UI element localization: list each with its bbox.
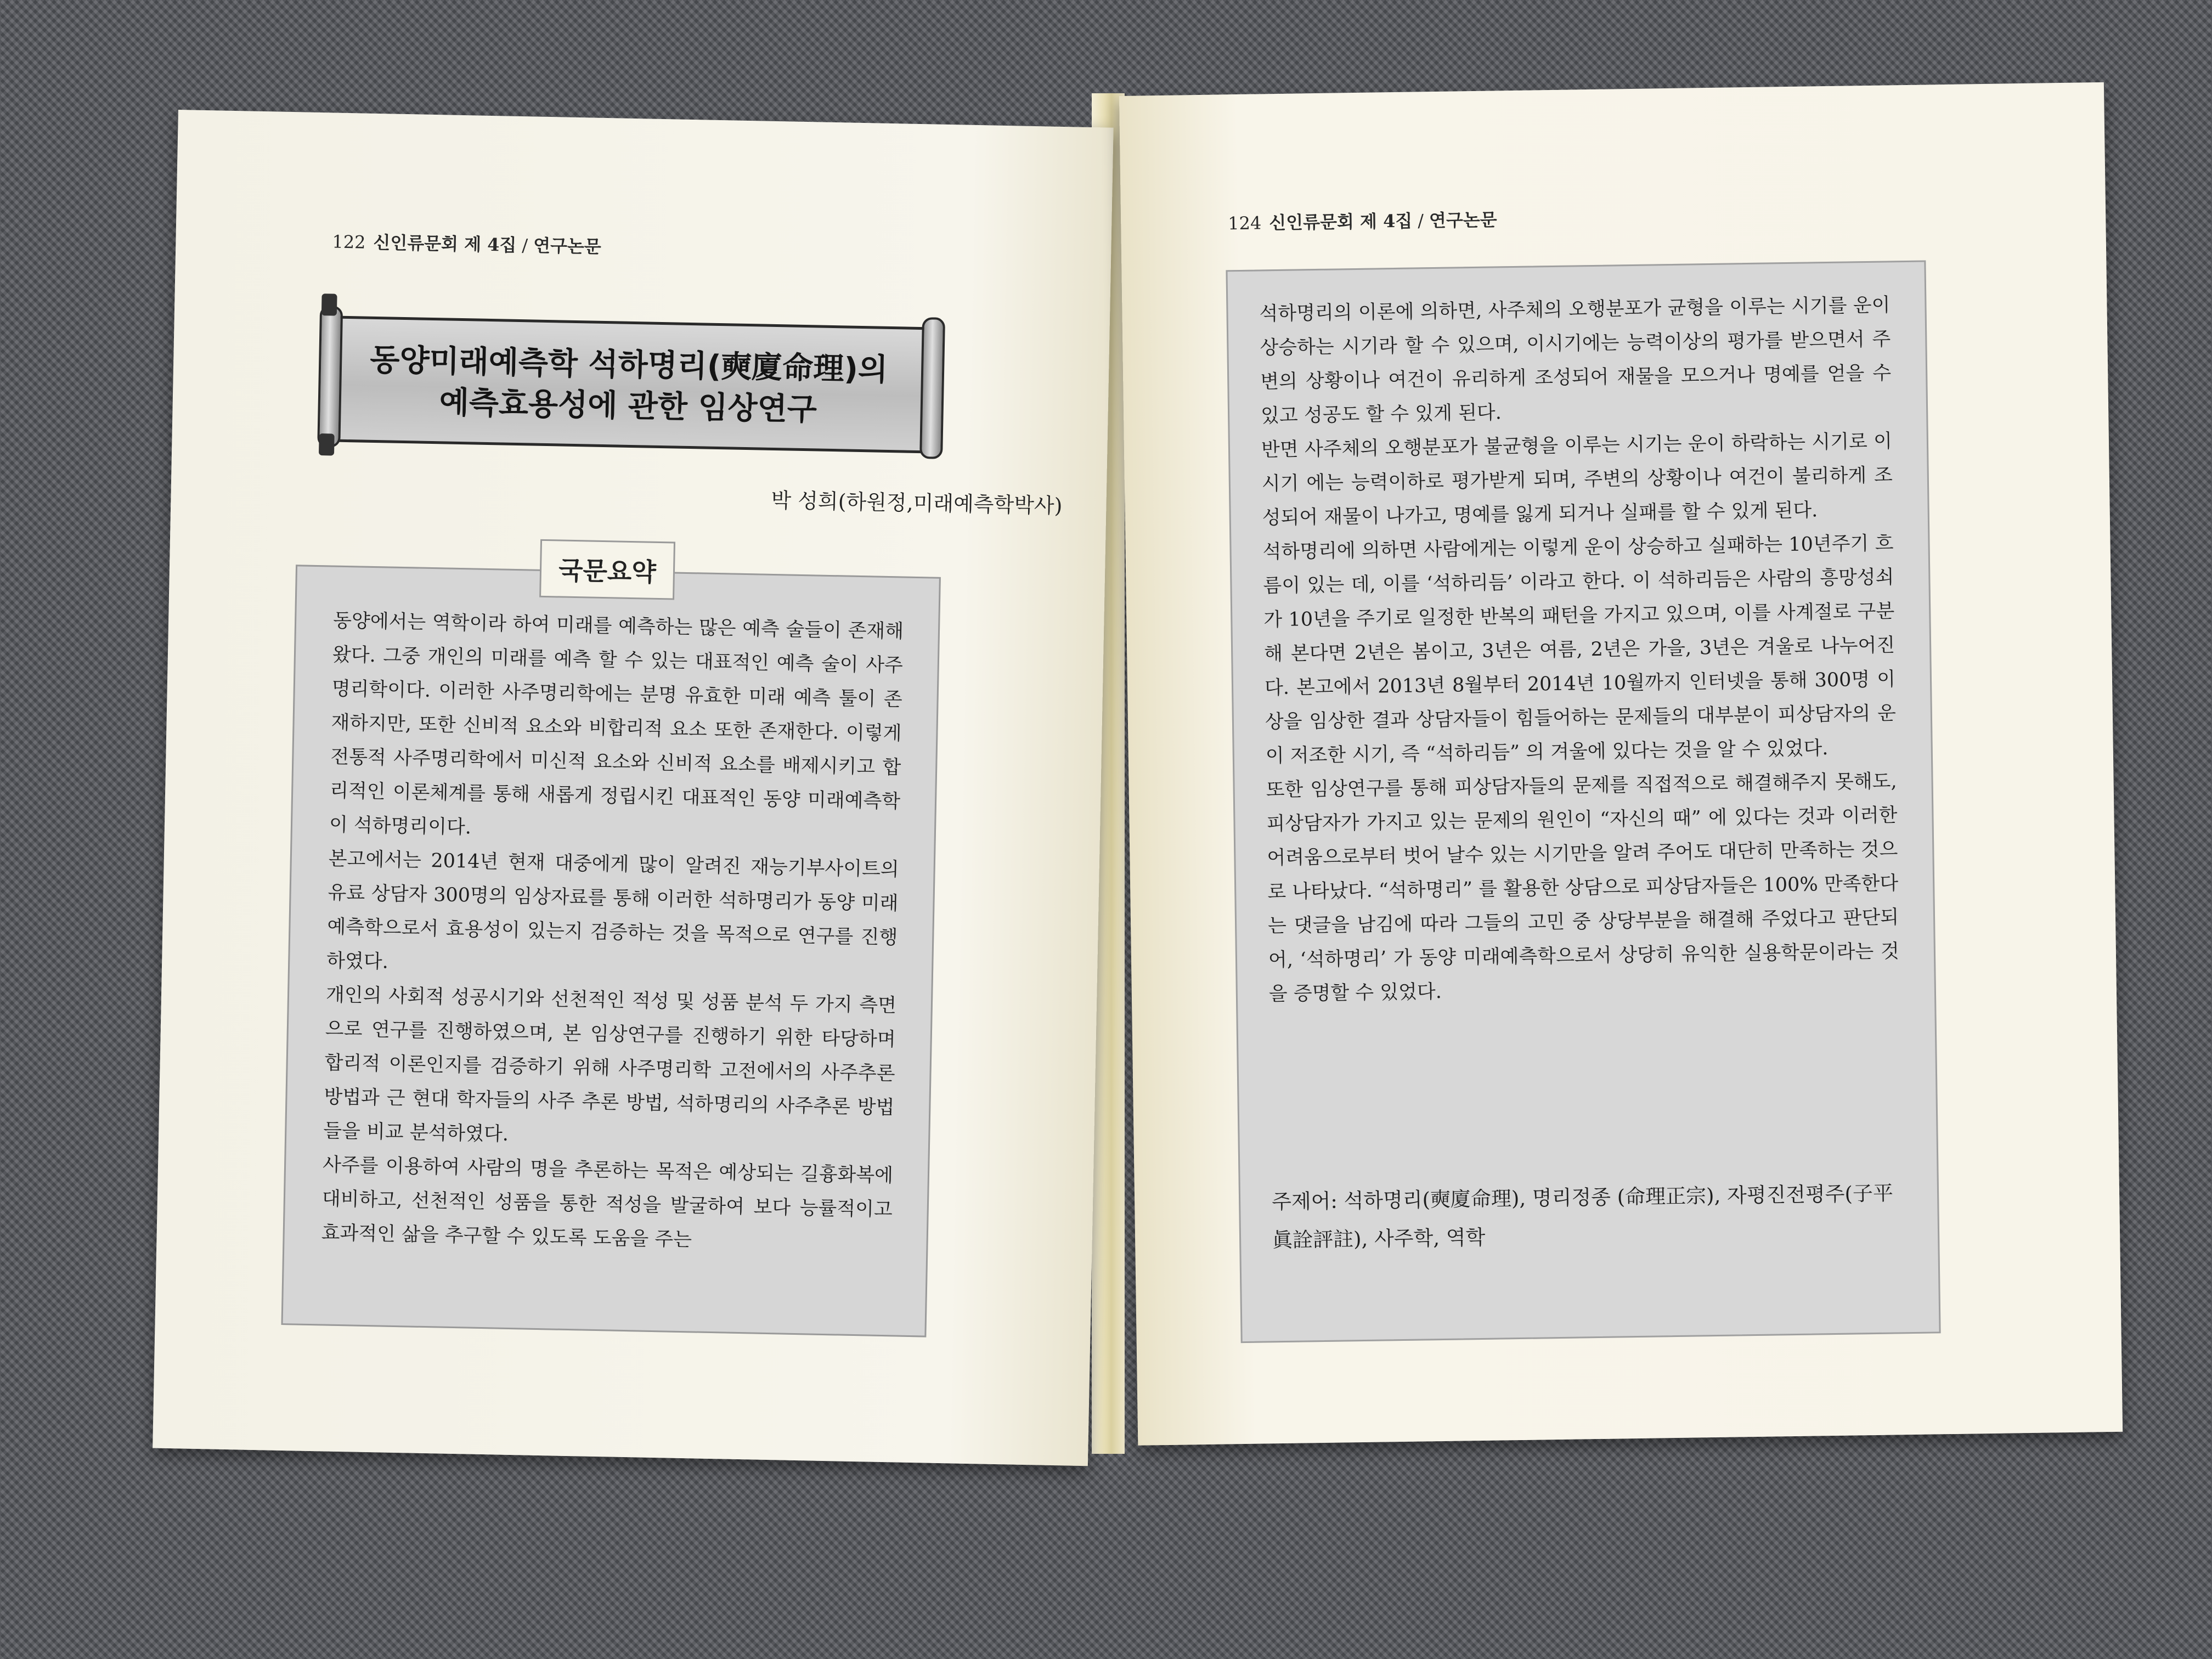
abstract-paragraph: 반면 사주체의 오행분포가 불균형을 이루는 시기는 운이 하락하는 시기로 이시기 에는 능력이하로 평가받게 되며, 주변의 상황이나 여건이 불리하게 조성되어 재물이 나가고, 명예를 잃게 되거나 실패를 할 수 있게 된다.: [1261, 430, 1893, 529]
left-section-name: 연구논문: [533, 235, 602, 257]
left-running-header: [332, 228, 601, 258]
left-journal-name: 신인류문회 제 4집: [373, 232, 517, 256]
right-running-header: [1228, 206, 1497, 235]
abstract-paragraph: 석하명리에 의하면 사람에게는 이렇게 운이 상승하고 실패하는 10년주기 흐름이 있는 데, 이를 ‘석하리듬’ 이라고 한다. 이 석하리듬은 사람의 흥망성쇠가 10년을 주기로 일정한 반복의 패턴을 가지고 있으며, 이를 사계절로 구분해 본다면 2년은 봄이고, 3년은 여름, 2년은 가을, 3년은 겨울로 나누어진다. 본고에서 2013년 8월부터 2014년 10월까지 인터넷을 통해 300명 이상을 임상한 결과 상담자들이 힘들어하는 문제들의 대부분이 피상담자의 운이 저조한 시기, 즉 “석하리듬” 의 겨울에 있다는 것을 알 수 있었다.: [1262, 532, 1897, 768]
abstract-paragraph: 동양에서는 역학이라 하여 미래를 예측하는 많은 예측 술들이 존재해 왔다. 그중 개인의 미래를 예측 할 수 있는 대표적인 예측 술이 사주명리학이다. 이러한 사주명리학에는 분명 유효한 미래 예측 툴이 존재하지만, 또한 신비적 요소와 비합리적 요소 또한 존재한다. 이렇게 전통적 사주명리학에서 미신적 요소와 신비적 요소를 배제시키고 합리적인 이론체계를 통해 새롭게 정립시킨 대표적인 동양 미래예측학이 석하명리이다.: [329, 610, 904, 839]
keywords-label: 주제어:: [1271, 1189, 1338, 1214]
author-line: 박 성희(하원정,미래예측학박사): [771, 488, 1063, 518]
abstract-paragraph: 사주를 이용하여 사람의 명을 추론하는 목적은 예상되는 길흉화복에 대비하고, 선천적인 성품을 통한 적성을 발굴하여 보다 능률적이고 효과적인 삶을 추구할 수 있도록 도움을 주는: [321, 1154, 894, 1251]
scroll-knob-bottom: [319, 433, 335, 456]
left-page-number: 122: [332, 231, 366, 253]
abstract-text: [321, 604, 904, 1261]
abstract-paragraph: 석하명리의 이론에 의하면, 사주체의 오행분포가 균형을 이루는 시기를 운이 상승하는 시기라 할 수 있으며, 이시기에는 능력이상의 평가를 받으면서 주변의 상황이나 여건이 유리하게 조성되어 재물을 모으거나 명예를 얻을 수 있고 성공도 할 수 있게 된다.: [1259, 294, 1892, 427]
left-header-separator: /: [522, 235, 528, 256]
keywords-line: [1272, 1174, 1909, 1260]
left-page: [153, 110, 1114, 1466]
abstract-paragraph: 또한 임상연구를 통해 피상담자들의 문제를 직접적으로 해결해주지 못해도, 피상담자가 가지고 있는 문제의 원인이 “자신의 때” 에 있다는 것과 이러한 어려움으로부터 벗어 날수 있는 시기만을 알려 주어도 대단히 만족하는 것으로 나타났다. “석하명리” 를 활용한 상담으로 피상담자들은 100% 만족한다는 댓글을 남김에 따라 그들의 고민 중 상당부분을 해결해 주었다고 판단되어, ‘석하명리’ 가 동양 미래예측학으로서 상당히 유익한 실용학문이라는 것을 증명할 수 있었다.: [1266, 770, 1900, 1006]
keywords-list: 석하명리(奭廈命理), 명리정종 (命理正宗), 자평진전평주(子平眞詮評註), 사주학, 역학: [1272, 1181, 1894, 1252]
right-journal-name: 신인류문회 제 4집: [1269, 210, 1413, 234]
abstract-paragraph: 개인의 사회적 성공시기와 선천적인 적성 및 성품 분석 두 가지 측면으로 연구를 진행하였으며, 본 임상연구를 진행하기 위한 타당하며 합리적 이론인지를 검증하기 위해 사주명리학 고전에서의 사주추론 방법과 근 현대 학자들의 사주 추론 방법, 석하명리의 사주추론 방법들을 비교 분석하였다.: [323, 984, 897, 1146]
paper-title-line-1: 동양미래예측학 석하명리(奭廈命理)의: [369, 342, 888, 388]
abstract-paragraph: 본고에서는 2014년 현재 대중에게 많이 알려진 재능기부사이트의 유료 상담자 300명의 임상자료를 통해 이러한 석하명리가 동양 미래예측학으로서 효용성이 있는지 검증하는 것을 목적으로 연구를 진행하였다.: [326, 848, 900, 973]
abstract-continuation-text: [1259, 288, 1900, 1011]
right-section-name: 연구논문: [1429, 209, 1497, 232]
title-scroll-banner: [317, 294, 956, 465]
right-page: [1119, 82, 2123, 1446]
right-page-number: 124: [1227, 212, 1262, 234]
scroll-knob-top: [321, 294, 337, 316]
paper-title-line-2: 예측효용성에 관한 임상연구: [439, 385, 817, 428]
right-header-separator: /: [1417, 210, 1424, 232]
abstract-label-box: [539, 539, 675, 600]
scroll-right-roll: [919, 317, 945, 459]
scroll-left-roll: [317, 306, 343, 448]
abstract-label: 국문요약: [558, 555, 657, 587]
